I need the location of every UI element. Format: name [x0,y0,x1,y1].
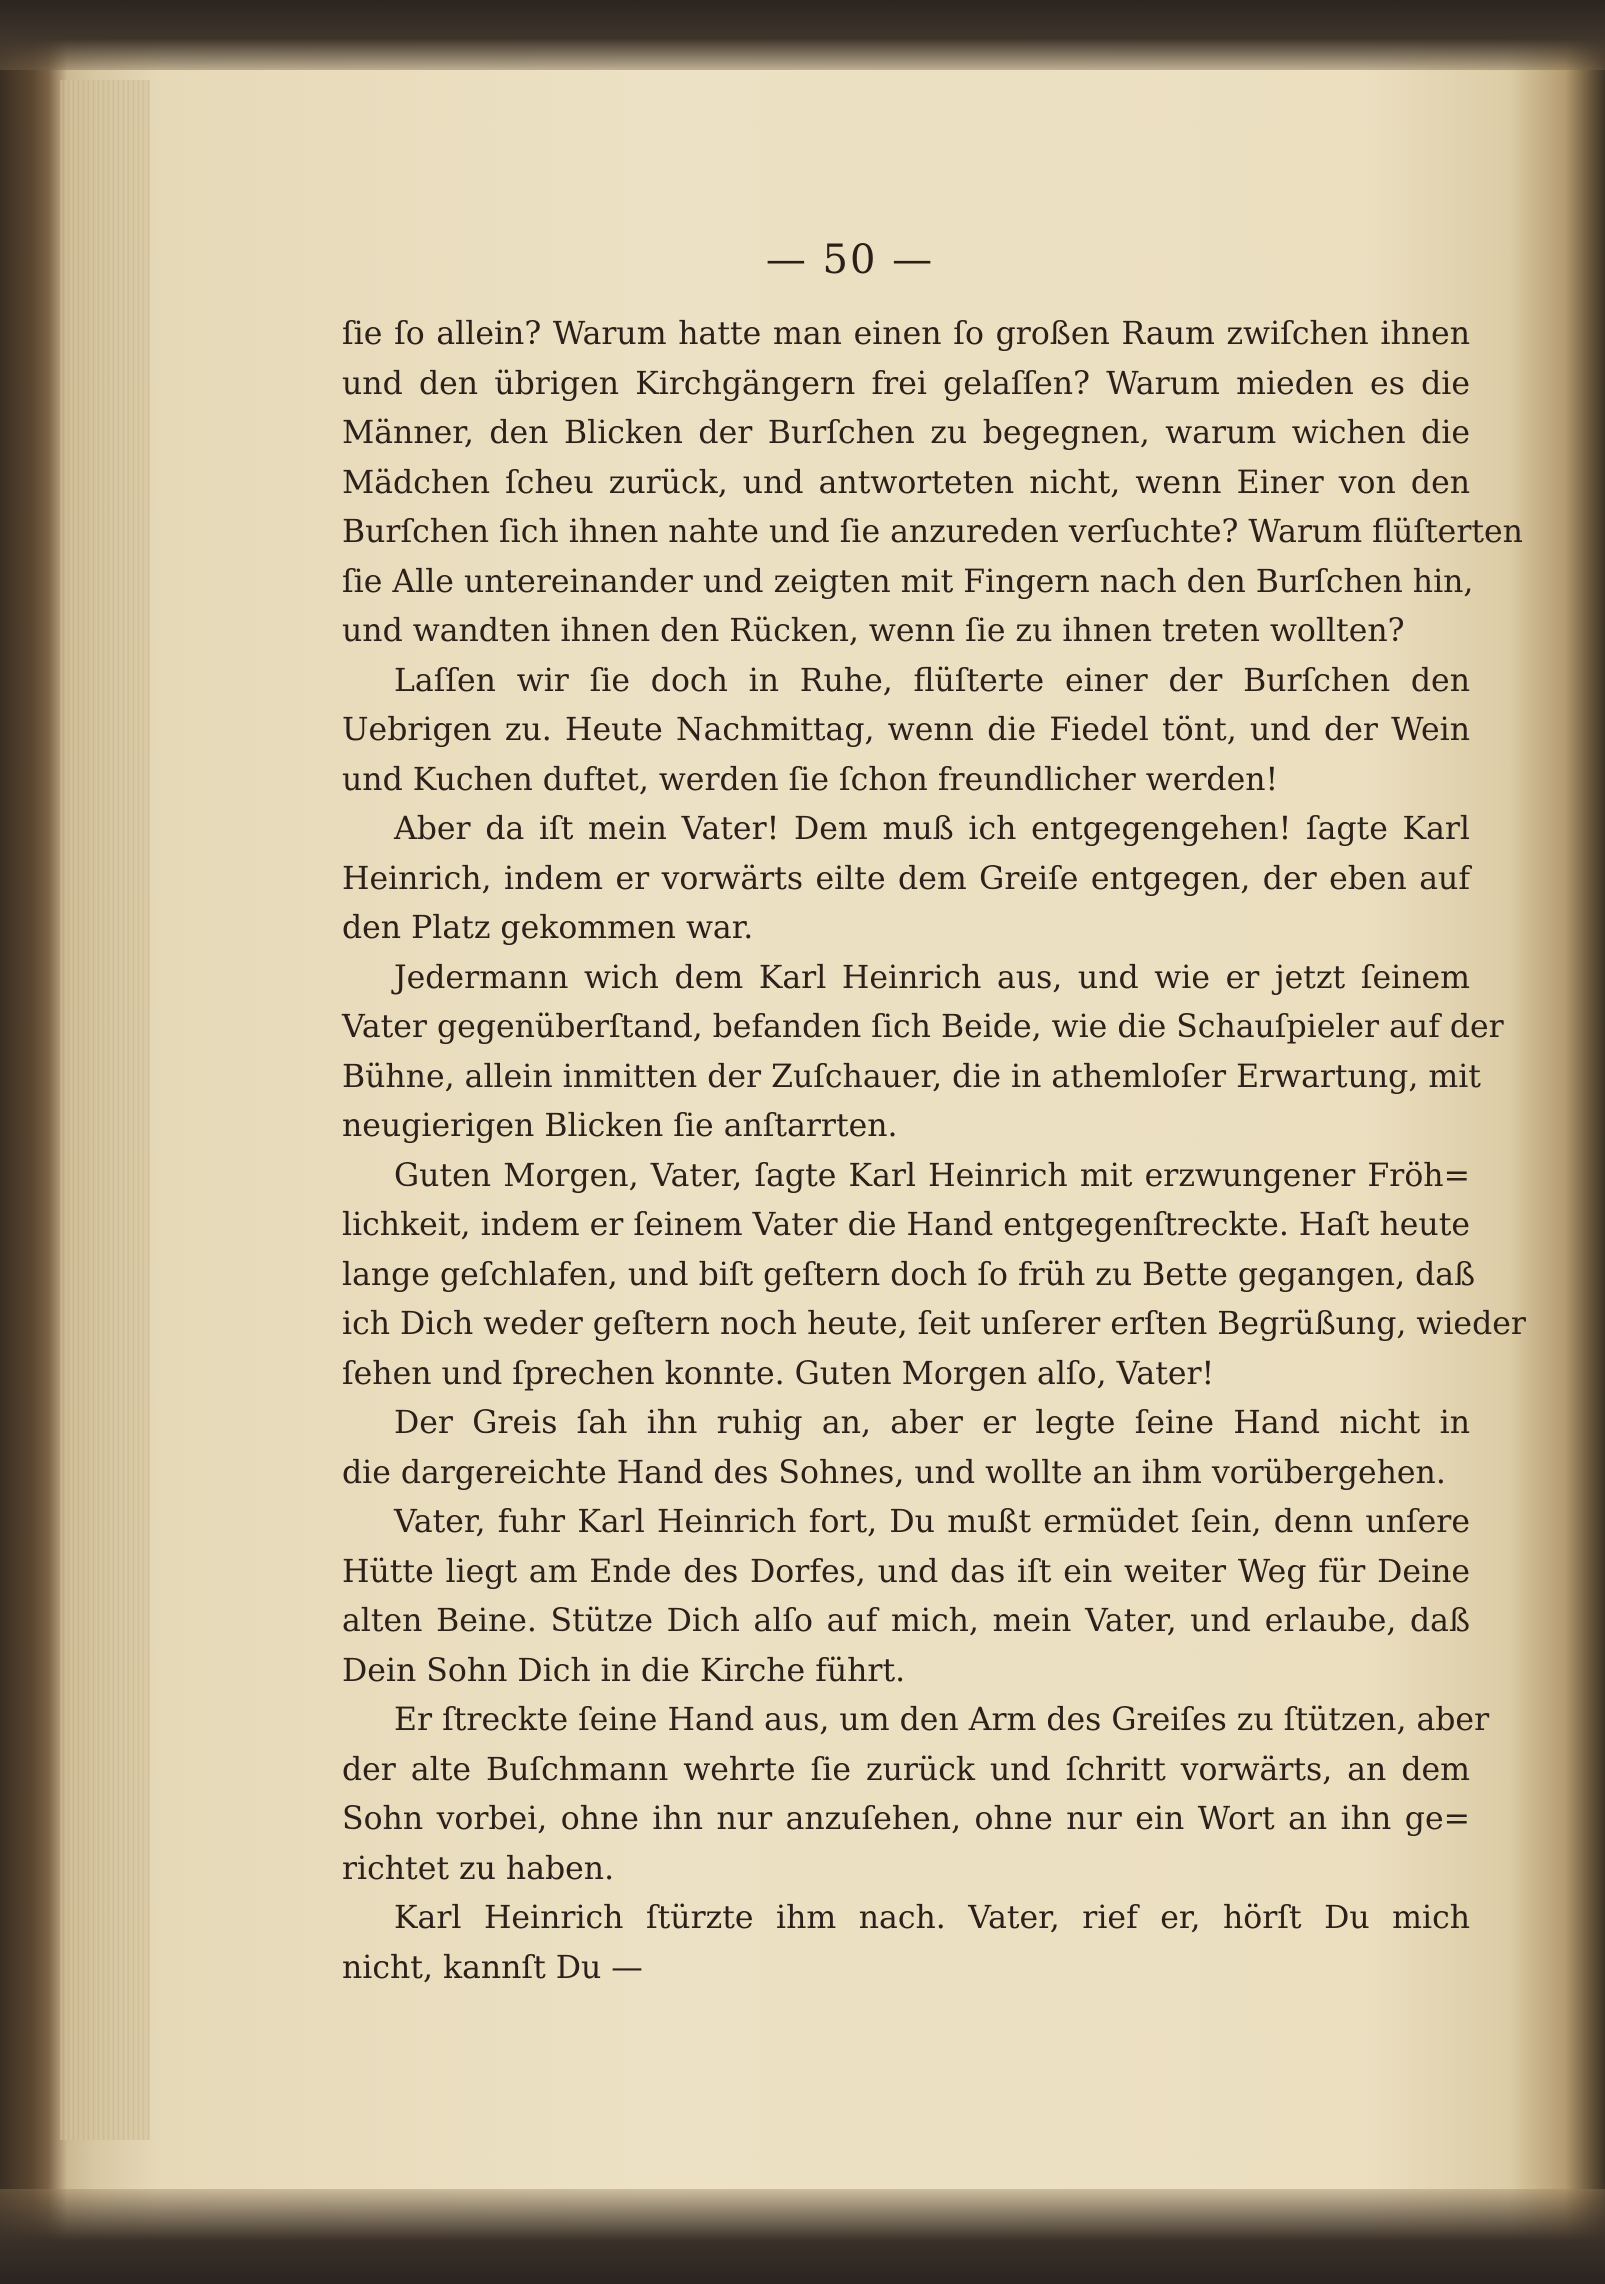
text-line: Guten Morgen, Vater, ſagte Karl Heinrich mit erzwungener Fröh= [394,1157,1470,1194]
text-line: Burſchen ſich ihnen nahte und ſie anzureden verſuchte? Warum flüſterten [342,514,1523,550]
text-line: ſie Alle untereinander und zeigten mit Fingern nach den Burſchen hin, [342,563,1474,600]
text-line: und Kuchen duftet, werden ſie ſchon freundlicher werden! [342,761,1279,798]
paragraph [342,1498,1470,1696]
text-line: neugierigen Blicken ſie anſtarrten. [342,1108,898,1144]
text-line: die dargereichte Hand des Sohnes, und wollte an ihm vorübergehen. [342,1454,1446,1491]
text-line: richtet zu haben. [342,1850,615,1887]
paragraph [342,657,1470,806]
text-line: lange geſchlafen, und biſt geſtern doch ſo früh zu Bette gegangen, daß [342,1256,1476,1293]
text-line: ſie ſo allein? Warum hatte man einen ſo großen Raum zwiſchen ihnen [342,316,1470,352]
text-line: Bühne, allein inmitten der Zuſchauer, die in athemloſer Erwartung, mit [342,1058,1481,1095]
text-line: den Platz gekommen war. [342,910,754,946]
body-text [342,310,1526,1993]
paragraph [342,1152,1526,1400]
paragraph [342,310,1523,657]
text-line: Aber da iſt mein Vater! Dem muß ich entgegengehen! ſagte Karl [394,811,1470,847]
text-line: und wandten ihnen den Rücken, wenn ſie zu ihnen treten wollten? [342,613,1405,649]
paragraph [342,1399,1470,1498]
text-line: Er ſtreckte ſeine Hand aus, um den Arm des Greiſes zu ſtützen, aber [394,1702,1490,1738]
paragraph [342,1696,1490,1894]
text-line: Männer, den Blicken der Burſchen zu begegnen, warum wichen die [342,415,1470,451]
paragraph [342,1894,1470,1993]
text-line: Mädchen ſcheu zurück, und antworteten nicht, wenn Einer von den [342,464,1470,501]
text-line: Sohn vorbei, ohne ihn nur anzuſehen, ohne nur ein Wort an ihn ge= [342,1801,1470,1837]
text-line: Jedermann wich dem Karl Heinrich aus, und wie er jetzt ſeinem [394,959,1470,996]
text-line: nicht, kannſt Du — [342,1949,643,1986]
text-line: lichkeit, indem er ſeinem Vater die Hand entgegenſtreckte. Haſt heute [342,1207,1470,1243]
text-line: Laſſen wir ſie doch in Ruhe, flüſterte einer der Burſchen den [394,662,1470,699]
page-edges [60,80,150,2140]
text-line: Hütte liegt am Ende des Dorfes, und das iſt ein weiter Weg für Deine [342,1553,1470,1590]
text-line: Der Greis ſah ihn ruhig an, aber er legte ſeine Hand nicht in [394,1405,1470,1441]
text-line: Heinrich, indem er vorwärts eilte dem Greiſe entgegen, der eben auf [342,860,1470,897]
book-page [150,95,1550,2135]
text-line: Vater gegenüberſtand, befanden ſich Beide, wie die Schauſpieler auf der [342,1009,1504,1045]
text-line: und den übrigen Kirchgängern frei gelaſſen? Warum mieden es die [342,365,1470,402]
text-line: alten Beine. Stütze Dich alſo auf mich, mein Vater, und erlaube, daß [342,1603,1470,1639]
page-number: — 50 — [765,237,935,283]
text-line: ſehen und ſprechen konnte. Guten Morgen alſo, Vater! [342,1355,1215,1392]
text-line: Uebrigen zu. Heute Nachmittag, wenn die Fiedel tönt, und der Wein [342,712,1470,748]
text-line: Karl Heinrich ſtürzte ihm nach. Vater, rief er, hörſt Du mich [394,1900,1470,1936]
text-line: der alte Buſchmann wehrte ſie zurück und ſchritt vorwärts, an dem [342,1751,1470,1788]
paragraph [342,954,1504,1152]
text-line: Vater, fuhr Karl Heinrich fort, Du mußt ermüdet ſein, denn unſere [394,1504,1470,1540]
text-line: Dein Sohn Dich in die Kirche führt. [342,1652,906,1689]
text-line: ich Dich weder geſtern noch heute, ſeit unſerer erſten Begrüßung, wieder [342,1306,1526,1342]
paragraph [342,805,1470,954]
